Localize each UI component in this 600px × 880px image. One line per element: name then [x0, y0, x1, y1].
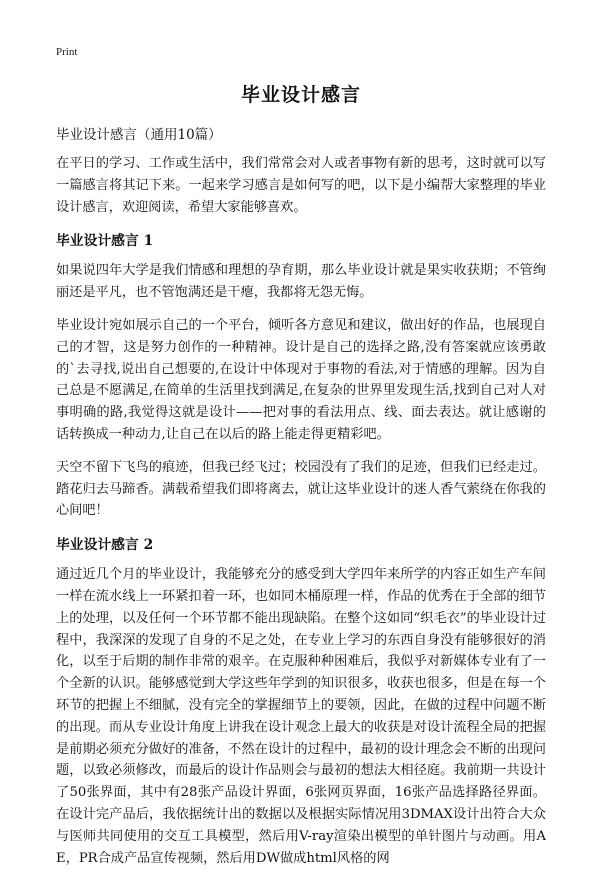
intro-paragraph: 在平日的学习、工作或生活中，我们常常会对人或者事物有新的思考，这时就可以写一篇感言将其记下来。一起来学习感言是如何写的吧，以下是小编帮大家整理的毕业设计感言，欢迎阅读，希望大家能够喜欢。: [56, 156, 546, 215]
document-title: 毕业设计感言: [240, 84, 361, 106]
section-2-heading: 毕业设计感言 2: [56, 537, 154, 554]
section-1-paragraph-1: 如果说四年大学是我们情感和理想的孕育期，那么毕业设计就是果实收获期；不管绚丽还是平凡，也不管饱满还是干瘪，我都将无怨无悔。: [56, 263, 546, 301]
print-link[interactable]: Print: [56, 46, 78, 58]
section-1-heading: 毕业设计感言 1: [56, 233, 154, 250]
section-1-paragraph-3: 天空不留下飞鸟的痕迹，但我已经飞过；校园没有了我们的足迹，但我们已经走过。踏花归去马蹄香。满载希望我们即将离去，就让这毕业设计的迷人香气萦绕在你我的心间吧！: [56, 459, 546, 519]
document-subtitle: 毕业设计感言（通用10篇）: [56, 127, 222, 143]
document-page: [56, 80, 546, 880]
section-2-paragraph-1: 通过近几个月的毕业设计，我能够充分的感受到大学四年来所学的内容正如生产车间一样在流水线上一环紧扣着一环，也如同木桶原理一样，作品的优秀在于全部的细节上的处理，以及任何一个环节都不能出现缺陷。在整个这如同“织毛衣”的毕业设计过程中，我深深的发现了自身的不足之处，在专业上学习的东西自身没有能够很好的消化，以至于后期的制作非常的艰辛。在克服种种困难后，我似乎对新媒体专业有了一个全新的认识。能够感觉到大学这些年学到的知识很多，收获也很多，但是在每一个环节的把握上不细腻，没有完全的掌握细节上的要领，因此，在做的过程中问题不断的出现。而从专业设计角度上讲我在设计观念上最大的收获是对设计流程全局的把握是前期必须充分做好的准备，不然在设计的过程中，最初的设计理念会不断的出现问题，以致必须修改，而最后的设计作品则会与最初的想法大相径庭。我前期一共设计了50张界面，其中有28张产品设计界面，6张网页界面，16张产品选择路径界面。在设计完产品后，我依据统计出的数据以及根据实际情况用3DMAX设计出符合大众与医师共同使用的交互工具模型，然后用V-ray渲染出模型的单针图片与动画。用AE，PR合成产品宣传视频，然后用DW做成html风格的网: [56, 567, 546, 866]
section-1-paragraph-2: 毕业设计宛如展示自己的一个平台，倾听各方意见和建议，做出好的作品，也展现自己的才智，这是努力创作的一种精神。设计是自己的选择之路,没有答案就应该勇敢的`去寻找,说出自己想要的,在设计中体现对于事物的看法,对于情感的理解。因为自己总是不愿满足,在简单的生活里找到满足,在复杂的世界里发现生活,找到自己对人对事明确的路,我觉得这就是设计——把对事的看法用点、线、面去表达。就让感谢的话转换成一种动力,让自己在以后的路上能走得更精彩吧。: [56, 317, 546, 442]
